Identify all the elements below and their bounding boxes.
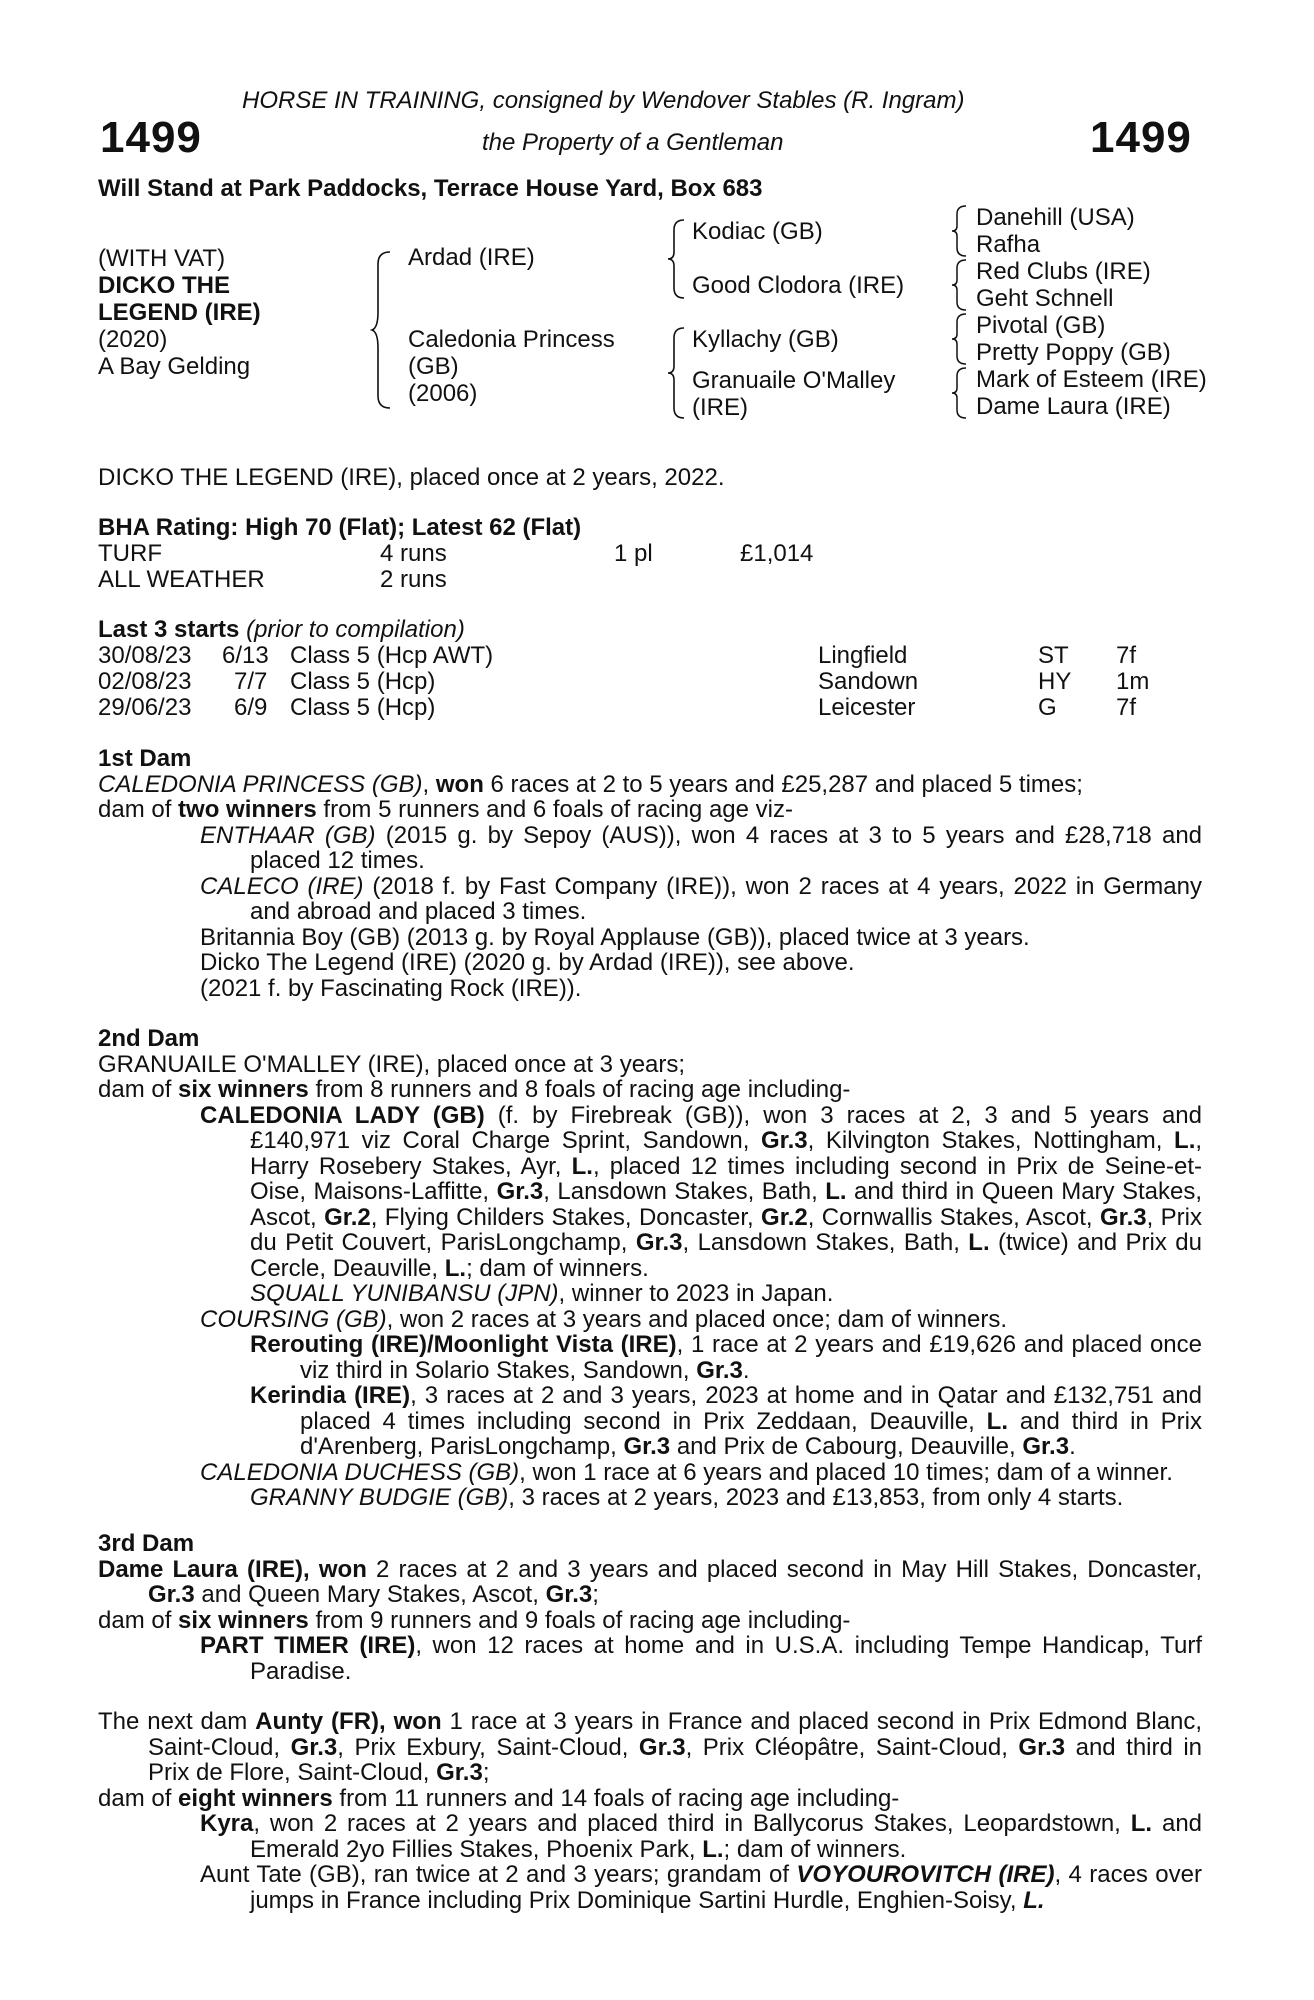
horse-year: (2020)	[98, 326, 168, 353]
catalogue-page: HORSE IN TRAINING, consigned by Wendover Stables (R. Ingram) 1499 the Property of a Gentleman 1499 Will Stand at Park Paddocks, Terrace House Yard, Box 683 (WITH VAT) DICKO THE LEGEND (IRE) (2020) A Bay Gelding Ardad (IRE) Caledonia Princess (GB) (2006) Kodiac (GB) Good Clodora (IRE) Kyllachy (GB) Granuaile O'Malley (IRE) Danehill (USA) Rafha Red Clubs (IRE) Geht Schnell Pivotal (GB) Pretty Poppy (GB) Mark of Esteem (IRE) Dame Laura (IRE) DICKO THE LEGEND (IRE), placed once at 2 years, 2022. BHA Rating: High 70 (Flat); Latest 62 (Flat) TURF 4 runs 1 pl £1,014 ALL WEATHER 2 runs Last 3 starts (prior to compilation) 30/08/23 6/13 Class 5 (Hcp AWT) Lingfield ST 7f 02/08/23 7/7 Class 5 (Hcp) Sandown HY 1m 29/06/23 6/9 Class 5 (Hcp) Leicester G 7f 1st Dam CALEDONIA PRINCESS (GB), won 6 races at 2 to 5 years and £25,287 and placed 5 times; dam of two winners from 5 runners and 6 foals of racing age viz- ENTHAAR (GB) (2015 g. by Sepoy (AUS)), won 4 races at 3 to 5 years and £28,718 and placed 12 times. CALECO (IRE) (2018 f. by Fast Company (IRE)), won 2 races at 4 years, 2022 in Germany and abroad and placed 3 times. Britannia Boy (GB) (2013 g. by Royal Applause (GB)), placed twice at 3 years. Dicko The Legend (IRE) (2020 g. by Ardad (IRE)), see above. (2021 f. by Fascinating Rock (IRE)). 2nd Dam GRANUAILE O'MALLEY (IRE), placed once at 3 years; dam of six winners from 8 runners and 8 foals of racing age including- CALEDONIA LADY (GB) (f. by Firebreak (GB)), won 3 races at 2, 3 and 5 years and £140,971 viz Coral Charge Sprint, Sandown, Gr.3, Kilvington Stakes, Nottingham, L., Harry Rosebery Stakes, Ayr, L., placed 12 times including second in Prix de Seine-et-Oise, Maisons-Laffitte, Gr.3, Lansdown Stakes, Bath, L. and third in Queen Mary Stakes, Ascot, Gr.2, Flying Childers Stakes, Doncaster, Gr.2, Cornwallis Stakes, Ascot, Gr.3, Prix du Petit Couvert, ParisLongchamp, Gr.3, Lansdown Stakes, Bath, L. (twice) and Prix du Cercle, Deauville, L.; dam of winners. SQUALL YUNIBANSU (JPN), winner to 2023 in Japan. COURSING (GB), won 2 races at 3 years and placed once; dam of winners. Rerouting (IRE)/Moonlight Vista (IRE), 1 race at 2 years and £19,626 and placed once viz third in Solario Stakes, Sandown, Gr.3. Kerindia (IRE), 3 races at 2 and 3 years, 2023 at home and in Qatar and £132,751 and placed 4 times including second in Prix Zeddaan, Deauville, L. and third in Prix d'Arenberg, ParisLongchamp, Gr.3 and Prix de Cabourg, Deauville, Gr.3. CALEDONIA DUCHESS (GB), won 1 race at 6 years and placed 10 times; dam of a winner. GRANNY BUDGIE (GB), 3 races at 2 years, 2023 and £13,853, from only 4 starts. 3rd Dam Dame Laura (IRE), won 2 races at 2 and 3 years and placed second in May Hill Stakes, Doncaster, Gr.3 and Queen Mary Stakes, Ascot, Gr.3; dam of six winners from 9 runners and 9 foals of racing age including- PART TIMER (IRE), won 12 races at home and in U.S.A. including Tempe Handicap, Turf Paradise. The next dam Aunty (FR), won 1 race at 3 years in France and placed second in Prix Edmond Blanc, Saint-Cloud, Gr.3, Prix Exbury, Saint-Cloud, Gr.3, Prix Cléopâtre, Saint-Cloud, Gr.3 and third in Prix de Flore, Saint-Cloud, Gr.3; dam of eight winners from 11 runners and 14 foals of racing age including- Kyra, won 2 races at 2 years and placed third in Ballycorus Stakes, Leopardstown, L. and Emerald 2yo Fillies Stakes, Phoenix Park, L.; dam of winners. Aunt Tate (GB), ran twice at 2 and 3 years; grandam of VOYOUROVITCH (IRE), 4 races over jumps in France including Prix Dominique Sartini Hurdle, Enghien-Soisy, L.	[98, 87, 1207, 1914]
dam-line3: (2006)	[408, 380, 478, 407]
turf-label: TURF	[98, 540, 162, 567]
brace-granuaile	[950, 366, 970, 420]
bha-rating-title: BHA Rating: High 70 (Flat); Latest 62 (Flat)	[98, 514, 582, 541]
property-line: the Property of a Gentleman	[482, 129, 784, 156]
third-dam-section: 3rd Dam Dame Laura (IRE), won 2 races at 2 and 3 years and placed second in May Hill Stakes, Doncaster, Gr.3 and Queen Mary Stakes, Ascot, Gr.3; dam of six winners from 9 runners and 9 foals of racing age including- PART TIMER (IRE), won 12 races at home and in U.S.A. including Tempe Handicap, Turf Paradise.	[98, 1530, 1203, 1685]
dam-dam-line2: (IRE)	[692, 394, 748, 421]
sire-dam: Good Clodora (IRE)	[692, 272, 905, 299]
third-dam-heading: 3rd Dam	[98, 1530, 195, 1557]
lot-number-right: 1499	[1090, 113, 1192, 162]
ss-dam: Rafha	[976, 231, 1041, 258]
sd-sire: Red Clubs (IRE)	[976, 258, 1151, 285]
sire: Ardad (IRE)	[408, 244, 535, 271]
dam-line2: (GB)	[408, 353, 459, 380]
dd-sire: Mark of Esteem (IRE)	[976, 366, 1207, 393]
dam-dam-line1: Granuaile O'Malley	[692, 367, 896, 394]
ss-sire: Danehill (USA)	[976, 204, 1135, 231]
last-starts-title: Last 3 starts (prior to compilation)	[98, 616, 465, 643]
sire-sire: Kodiac (GB)	[692, 218, 823, 245]
first-dam-heading: 1st Dam	[98, 745, 192, 772]
aw-label: ALL WEATHER	[98, 566, 265, 593]
turf-placed: 1 pl	[614, 540, 653, 567]
pedigree-brace-dam	[666, 326, 688, 420]
summary-line: DICKO THE LEGEND (IRE), placed once at 2 years, 2022.	[98, 464, 725, 491]
aw-runs: 2 runs	[380, 566, 447, 593]
dam-sire: Kyllachy (GB)	[692, 326, 839, 353]
lot-number-left: 1499	[100, 113, 202, 162]
ds-dam: Pretty Poppy (GB)	[976, 339, 1171, 366]
horse-name-line1: DICKO THE	[98, 272, 230, 299]
stand-line: Will Stand at Park Paddocks, Terrace House Yard, Box 683	[98, 175, 763, 202]
pedigree-brace-main	[370, 250, 394, 410]
consignment-line: HORSE IN TRAINING, consigned by Wendover Stables (R. Ingram)	[242, 87, 965, 114]
turf-prize: £1,014	[740, 540, 814, 567]
dam-line1: Caledonia Princess	[408, 326, 615, 353]
second-dam-heading: 2nd Dam	[98, 1025, 200, 1052]
horse-description: A Bay Gelding	[98, 353, 251, 380]
second-dam-section: 2nd Dam GRANUAILE O'MALLEY (IRE), placed once at 3 years; dam of six winners from 8 runners and 8 foals of racing age including- CALEDONIA LADY (GB) (f. by Firebreak (GB)), won 3 races at 2, 3 and 5 years and £140,971 viz Coral Charge Sprint, Sandown, Gr.3, Kilvington Stakes, Nottingham, L., Harry Rosebery Stakes, Ayr, L., placed 12 times including second in Prix de Seine-et-Oise, Maisons-Laffitte, Gr.3, Lansdown Stakes, Bath, L. and third in Queen Mary Stakes, Ascot, Gr.2, Flying Childers Stakes, Doncaster, Gr.2, Cornwallis Stakes, Ascot, Gr.3, Prix du Petit Couvert, ParisLongchamp, Gr.3, Lansdown Stakes, Bath, L. (twice) and Prix du Cercle, Deauville, L.; dam of winners. SQUALL YUNIBANSU (JPN), winner to 2023 in Japan. COURSING (GB), won 2 races at 3 years and placed once; dam of winners. Rerouting (IRE)/Moonlight Vista (IRE), 1 race at 2 years and £19,626 and placed once viz third in Solario Stakes, Sandown, Gr.3. Kerindia (IRE), 3 races at 2 and 3 years, 2023 at home and in Qatar and £132,751 and placed 4 times including second in Prix Zeddaan, Deauville, L. and third in Prix d'Arenberg, ParisLongchamp, Gr.3 and Prix de Cabourg, Deauville, Gr.3. CALEDONIA DUCHESS (GB), won 1 race at 6 years and placed 10 times; dam of a winner. GRANNY BUDGIE (GB), 3 races at 2 years, 2023 and £13,853, from only 4 starts.	[98, 1025, 1203, 1511]
horse-name-line2: LEGEND (IRE)	[98, 299, 261, 326]
brace-kodiac	[950, 204, 970, 258]
turf-runs: 4 runs	[380, 540, 447, 567]
brace-kyllachy	[950, 312, 970, 366]
pedigree-brace-sire	[666, 218, 688, 300]
vat-label: (WITH VAT)	[98, 245, 226, 272]
sd-dam: Geht Schnell	[976, 285, 1114, 312]
brace-good-clodora	[950, 258, 970, 312]
next-dam-section: The next dam Aunty (FR), won 1 race at 3 years in France and placed second in Prix Edmond Blanc, Saint-Cloud, Gr.3, Prix Exbury, Saint-Cloud, Gr.3, Prix Cléopâtre, Saint-Cloud, Gr.3 and third in Prix de Flore, Saint-Cloud, Gr.3; dam of eight winners from 11 runners and 14 foals of racing age including- Kyra, won 2 races at 2 years and placed third in Ballycorus Stakes, Leopardstown, L. and Emerald 2yo Fillies Stakes, Phoenix Park, L.; dam of winners. Aunt Tate (GB), ran twice at 2 and 3 years; grandam of VOYOUROVITCH (IRE), 4 races over jumps in France including Prix Dominique Sartini Hurdle, Enghien-Soisy, L.	[98, 1708, 1203, 1914]
ds-sire: Pivotal (GB)	[976, 312, 1106, 339]
first-dam-section: 1st Dam CALEDONIA PRINCESS (GB), won 6 races at 2 to 5 years and £25,287 and placed 5 times; dam of two winners from 5 runners and 6 foals of racing age viz- ENTHAAR (GB) (2015 g. by Sepoy (AUS)), won 4 races at 3 to 5 years and £28,718 and placed 12 times. CALECO (IRE) (2018 f. by Fast Company (IRE)), won 2 races at 4 years, 2022 in Germany and abroad and placed 3 times. Britannia Boy (GB) (2013 g. by Royal Applause (GB)), placed twice at 3 years. Dicko The Legend (IRE) (2020 g. by Ardad (IRE)), see above. (2021 f. by Fascinating Rock (IRE)).	[98, 745, 1203, 1002]
dd-dam: Dame Laura (IRE)	[976, 393, 1171, 420]
